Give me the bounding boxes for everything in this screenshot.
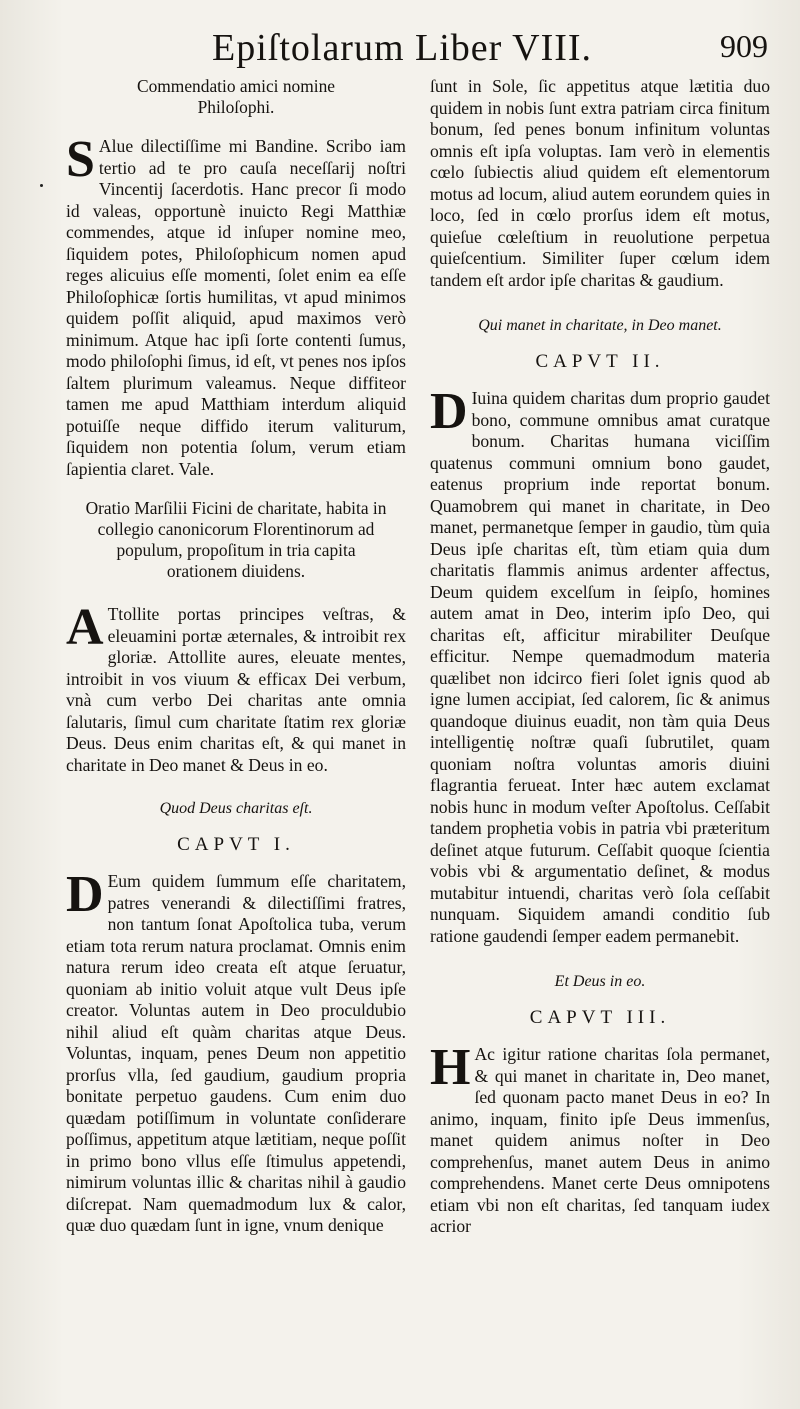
drop-cap: H xyxy=(430,1039,471,1096)
chapter-subtitle: Et Deus in eo. xyxy=(554,973,646,990)
chapter-text: Eum quidem ſummum eſſe charitatem, patres venerandi & dilectiſſimi fratres, non tantum ſonat Apoſtolica tuba, verum etiam tota rerum natura proclamat. Omnis enim natura rerum ideo creata eſt atque ſeruatur, quoniam ab initio voluit atque vult Deus ipſe creator. Voluntas autem in Deo proculdubio nihil aliud eſt quàm charitas atque Deus. Voluntas, inquam, penes Deum non appetitio prorſus vlla, ſed gaudium, gaudium propria bonitate perpetuo gaudens. Cum enim duo quædam potiſſimum in voluntate conſiderare poſſimus, appetitum atque lætitiam, neque poſſit in primo bono vllus eſſe ſtimulus appetendi, nimirum voluntas illic & charitas nihil à gaudio diſcrepat. Nam quemadmodum lux & calor, quæ duo quædam ſunt in igne, vnum denique xyxy=(66,871,406,1235)
drop-cap: S xyxy=(66,131,95,188)
drop-cap: D xyxy=(430,383,468,440)
chapter-subtitle: Qui manet in charitate, in Deo manet. xyxy=(478,317,722,334)
chapter-continued: ſunt in Sole, ſic appetitus atque lætitia duo quidem in nobis ſunt extra patriam circa finitum bonum, ſed penes bonum infinitum voluntas omnis eſt ipſa voluptas. Iam verò in elementis cœlo ſubiectis aliud quidem eſt elementorum motus ad locum, aliud autem eorundem quies in loco, ſed in cœlo prorſus idem eſt motus, quieſue cœleſtium in reuolutione perpetua quieſcentium. Similiter ſuper cœlum idem tandem eſt ardor ipſe charitas & gaudium. xyxy=(430,76,770,290)
chapter-body xyxy=(430,383,770,947)
running-head xyxy=(0,26,800,76)
drop-cap: A xyxy=(66,599,104,656)
chapter-label: CAPVT II. xyxy=(535,350,665,372)
oratio-intro xyxy=(66,599,406,776)
chapter-label: CAPVT I. xyxy=(177,833,295,855)
letter-heading: Commendatio amici nomine Philoſophi. xyxy=(136,76,336,117)
right-column xyxy=(430,76,770,1238)
chapter-text: Iuina quidem charitas dum proprio gaudet bono, commune omnibus amat curatque bonum. Charitas humana viciſſim quatenus communi omnium bono gaudet, eatenus proprium inde reportat bonum. Quamobrem qui manet in charitate, in Deo manet, permanetque ſemper in gaudio, tùm quia Deus ipſe charitas eſt, tùm etiam quia dum charitatis flammis animus ardenter affectus, Deum quidem excelſum in ſeipſo, homines autem amat in Deo, interim ipſo Deo, qui charitas eſt, afficitur mirabiliter Deuſque efficitur. Nempe quemadmodum materia quælibet non idcirco fieri ſolet ignis quod ab igne lumen accipiat, ſed calorem, ſic & animus quandoque diuinus euadit, non tàm quia Deus intelligentię noſtræ quaſi ſubrutilet, quam quoniam noſtra voluntas amoris diuini flagrantia ferueat. Inter hæc autem exclamat nobis hunc in modum veſter Apoſtolus. Ceſſabit tandem prophetia vobis in patria vbi præteritum deſinet atque futurum. Ceſſabit quoque ſcientia vobis vbi & argumentatio deſinet, & modus mutabitur intuendi, charitas verò ſola ceſſabit nunquam. Siquidem amandi conditio ſub ratione gaudendi ſemper eadem permanebit. xyxy=(430,388,770,946)
left-column xyxy=(66,76,406,1237)
oratio-intro-text: Ttollite portas principes veſtras, & eleuamini portæ æternales, & introibit rex gloriæ. Attollite aures, eleuate mentes, introibit in vos viuum & efficax Dei verbum, vnà cum verbo Dei charitas ante omnia ſalutaris, ſimul cum charitate ſtatim rex gloriæ Deus. Deus enim charitas eſt, & qui manet in charitate in Deo manet & Deus in eo. xyxy=(66,604,406,775)
chapter-text: Ac igitur ratione charitas ſola permanet, & qui manet in charitate in, Deo manet, ſed quonam pacto manet Deus in eo? In animo, inquam, finito ipſe Deus immenſus, manet quidem animus noſter in Deo comprehenſus, manet autem Deus in animo comprehendens. Manet certe Deus omnipotens etiam vbi non eſt charitas, ſed tanquam iudex acrior xyxy=(430,1044,770,1236)
page-number: 909 xyxy=(720,28,768,64)
running-title: Epiſtolarum Liber VIII. xyxy=(212,27,593,69)
letter-body xyxy=(66,131,406,480)
chapter-body xyxy=(430,1039,770,1238)
printed-speck xyxy=(40,184,43,187)
chapter-body xyxy=(66,866,406,1237)
letter-text: Alue dilectiſſime mi Bandine. Scribo iam tertio ad te pro cauſa neceſſarij noſtri Vincentij ſacerdotis. Hanc precor ſi modo id valeas, opportunè inuicto Regi Matthiæ commendes, atque id inſuper nomine meo, ſiquidem potes, Philoſophicum nomen apud reges alicuius eſſe momenti, ſolet enim ea eſſe Philoſophicæ ſortis humilitas, vt apud minimos quidem poſſit aliquid, apud maximos verò minimum. Atque hac ipſi ſorte contenti ſumus, modo philoſophi ſimus, id eſt, vt penes nos ipſos ſaltem plurimum valeamus. Neque diffiteor tamen me apud Matthiam interdum aliquid potuiſſe neque diffido iterum valiturum, ſiquidem non potentia ſolum, verum etiam ſapientia claret. Vale. xyxy=(66,136,406,479)
chapter-subtitle: Quod Deus charitas eſt. xyxy=(159,800,313,817)
chapter-label: CAPVT III. xyxy=(529,1006,671,1028)
oratio-heading: Oratio Marſilii Ficini de charitate, habita in collegio canonicorum Florentinorum ad populum, propoſitum in tria capita orationem diuidens. xyxy=(85,498,387,581)
drop-cap: D xyxy=(66,866,104,923)
